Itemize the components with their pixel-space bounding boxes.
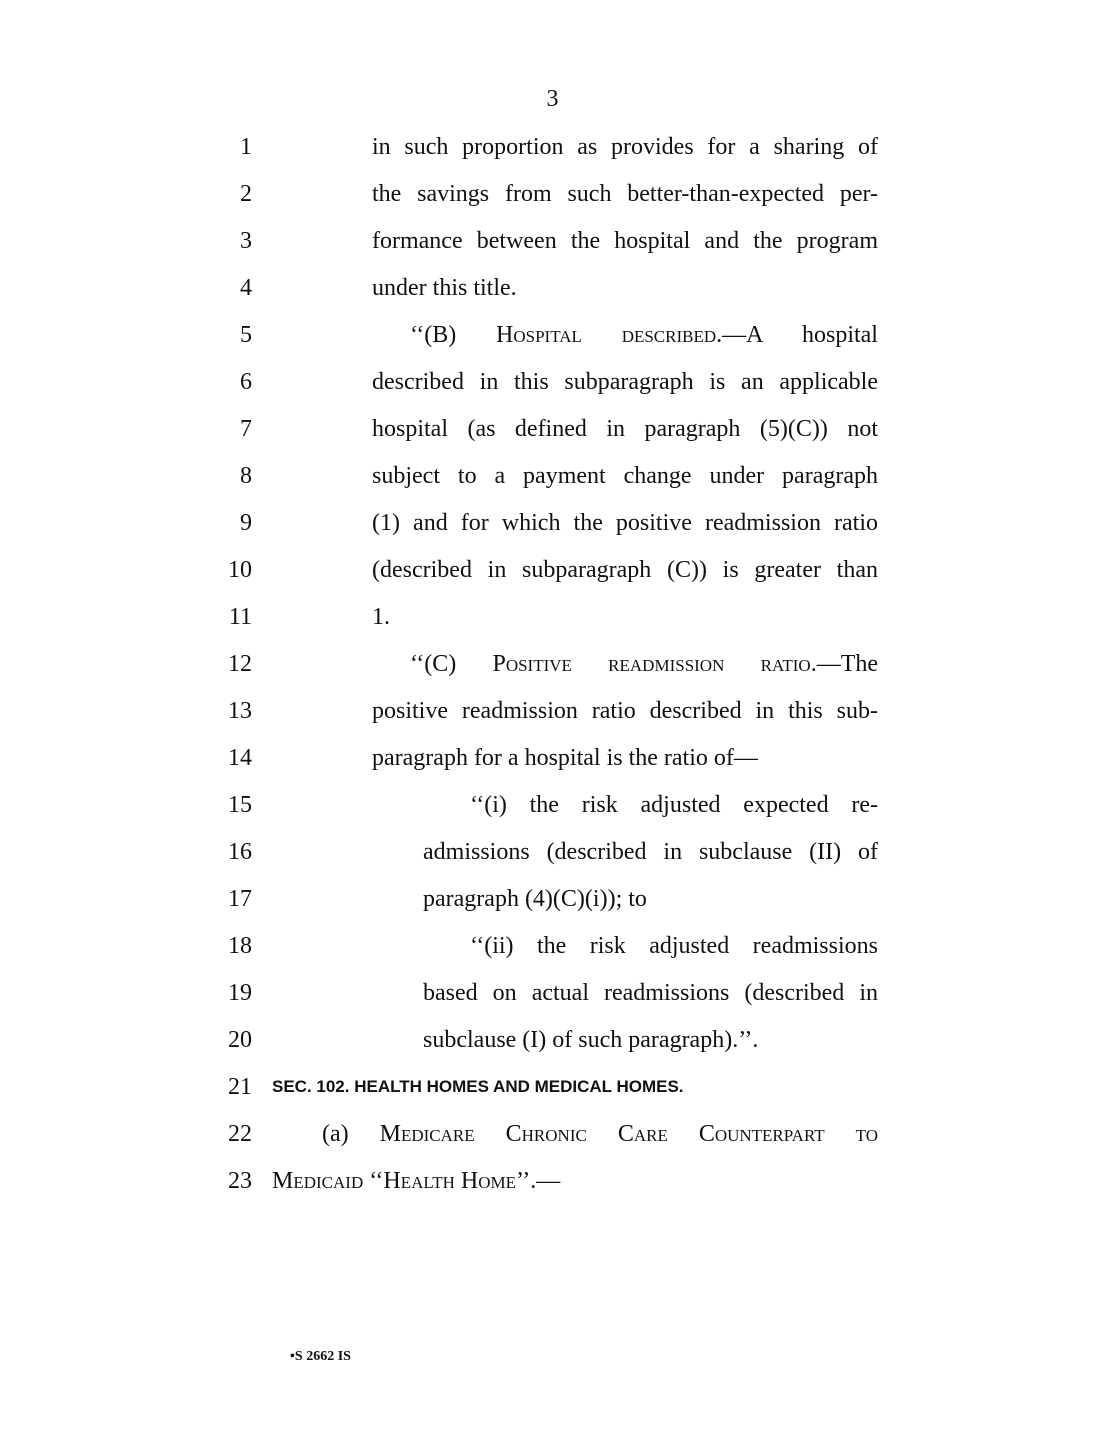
line-text <box>410 647 878 681</box>
bill-line <box>0 177 1105 224</box>
subparagraph-marker: ‘‘(B) <box>410 322 497 348</box>
line-number: 17 <box>228 886 252 912</box>
subparagraph-marker: ‘‘(C) <box>410 651 493 677</box>
bill-line <box>0 835 1105 882</box>
line-text: ‘‘(i) the risk adjusted expected re- <box>470 792 878 818</box>
line-number: 2 <box>240 181 252 207</box>
line-text: positive readmission ratio described in this sub- <box>372 698 878 724</box>
bill-line <box>0 224 1105 271</box>
bill-line <box>0 365 1105 412</box>
line-number: 5 <box>240 322 252 348</box>
bill-line <box>0 929 1105 976</box>
line-number: 3 <box>240 228 252 254</box>
line-text: 1. <box>372 604 390 630</box>
bill-identifier: •S 2662 IS <box>290 1349 351 1364</box>
line-number: 1 <box>240 134 252 160</box>
bill-line <box>0 506 1105 553</box>
bill-line <box>0 459 1105 506</box>
line-text-tail: .—A hospital <box>716 322 878 348</box>
line-text: ‘‘(ii) the risk adjusted readmissions <box>470 933 878 959</box>
line-text: subclause (I) of such paragraph).’’. <box>423 1027 759 1053</box>
section-heading: SEC. 102. HEALTH HOMES AND MEDICAL HOMES. <box>272 1077 684 1096</box>
line-number: 20 <box>228 1027 252 1053</box>
bill-line <box>0 600 1105 647</box>
line-number: 14 <box>228 745 252 771</box>
line-number: 7 <box>240 416 252 442</box>
line-text: paragraph (4)(C)(i)); to <box>423 886 647 912</box>
line-number: 16 <box>228 839 252 865</box>
bill-line <box>0 1164 1105 1211</box>
bill-line <box>0 647 1105 694</box>
line-number: 23 <box>228 1168 252 1194</box>
line-text: hospital (as defined in paragraph (5)(C)) not <box>372 416 878 442</box>
line-number: 15 <box>228 792 252 818</box>
line-number: 21 <box>228 1074 252 1100</box>
line-text <box>272 1164 560 1198</box>
line-number: 9 <box>240 510 252 536</box>
line-text: subject to a payment change under paragraph <box>372 463 878 489</box>
line-number: 19 <box>228 980 252 1006</box>
bill-line <box>0 1023 1105 1070</box>
line-number: 4 <box>240 275 252 301</box>
bill-line <box>0 1117 1105 1164</box>
line-text: described in this subparagraph is an applicable <box>372 369 878 395</box>
bill-line <box>0 694 1105 741</box>
line-number: 11 <box>228 604 252 630</box>
line-number: 13 <box>228 698 252 724</box>
line-number: 22 <box>228 1121 252 1147</box>
line-text: formance between the hospital and the program <box>372 228 878 254</box>
bill-line <box>0 976 1105 1023</box>
subsection-heading: Medicare Chronic Care Counterpart to <box>379 1121 878 1147</box>
subsection-marker: (a) <box>322 1121 380 1147</box>
bill-line <box>0 788 1105 835</box>
line-text: the savings from such better-than-expected per- <box>372 181 878 207</box>
bill-line <box>0 130 1105 177</box>
line-text <box>410 318 878 352</box>
line-text: paragraph for a hospital is the ratio of— <box>372 745 758 771</box>
line-text: based on actual readmissions (described in <box>423 980 878 1006</box>
bill-line <box>0 882 1105 929</box>
subparagraph-heading: Positive readmission ratio <box>492 651 811 677</box>
line-text: admissions (described in subclause (II) of <box>423 839 878 865</box>
subsection-heading: Medicaid ‘‘Health Home’’ <box>272 1168 531 1194</box>
line-text-tail: .—The <box>810 651 878 677</box>
line-number: 6 <box>240 369 252 395</box>
line-text: under this title. <box>372 275 517 301</box>
page-number: 3 <box>546 86 559 112</box>
bill-line <box>0 271 1105 318</box>
line-number: 8 <box>240 463 252 489</box>
line-text-tail: .— <box>530 1168 561 1194</box>
line-number: 10 <box>228 557 252 583</box>
line-text: (1) and for which the positive readmission ratio <box>372 510 878 536</box>
line-number: 18 <box>228 933 252 959</box>
line-text <box>322 1117 878 1151</box>
bill-line <box>0 741 1105 788</box>
bill-line <box>0 1070 1105 1117</box>
subparagraph-heading: Hospital described <box>496 322 717 348</box>
line-text: in such proportion as provides for a sharing of <box>372 134 878 160</box>
line-text: (described in subparagraph (C)) is greater than <box>372 557 878 583</box>
line-number: 12 <box>228 651 252 677</box>
bill-line <box>0 318 1105 365</box>
bill-line <box>0 553 1105 600</box>
bill-line <box>0 412 1105 459</box>
